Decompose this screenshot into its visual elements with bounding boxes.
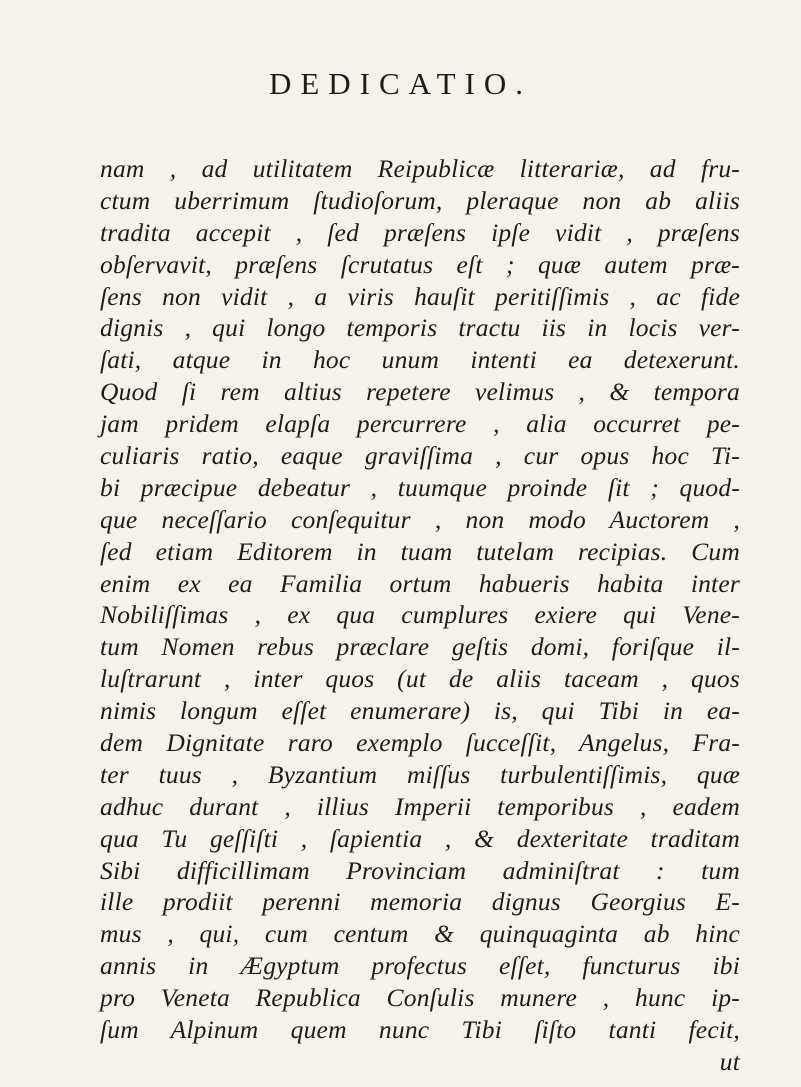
text-line: ctum uberrimum ſtudioſorum, pleraque non ab aliis [100, 185, 740, 215]
text-line: ſum Alpinum quem nunc Tibi ſiſto tanti fecit, [100, 1015, 740, 1045]
text-line: ter tuus , Byzantium miſſus turbulentiſſimis, quæ [100, 759, 740, 789]
text-line: luſtrarunt , inter quos (ut de aliis taceam , quos [100, 664, 740, 694]
text-line: tum Nomen rebus præclare geſtis domi, foriſque il- [100, 632, 740, 662]
text-line: ille prodiit perenni memoria dignus Georgius E- [100, 887, 740, 917]
text-line: obſervavit, præſens ſcrutatus eſt ; quæ autem præ- [100, 249, 740, 279]
text-line: ſati, atque in hoc unum intenti ea detexerunt. [100, 345, 740, 375]
text-line: Sibi difficillimam Provinciam adminiſtrat : tum [100, 855, 740, 885]
text-line: ſed etiam Editorem in tuam tutelam recipias. Cum [100, 536, 740, 566]
text-line: jam pridem elapſa percurrere , alia occurret pe- [100, 409, 740, 439]
catchword: ut [719, 1046, 740, 1076]
text-line: que neceſſario conſequitur , non modo Auctorem , [100, 504, 740, 534]
running-head: DEDICATIO. [268, 66, 533, 101]
text-line: dem Dignitate raro exemplo ſucceſſit, Angelus, Fra- [100, 728, 740, 758]
text-line: ſens non vidit , a viris hauſit peritiſſimis , ac fide [100, 281, 740, 311]
text-line: nam , ad utilitatem Reipublicæ litterariæ, ad fru- [100, 154, 740, 183]
text-line: annis in Ægyptum profectus eſſet, functurus ibi [100, 951, 740, 981]
text-line: nimis longum eſſet enumerare) is, qui Tibi in ea- [100, 696, 740, 726]
text-line: qua Tu geſſiſti , ſapientia , & dexteritate traditam [100, 823, 740, 853]
dedication-text-block [100, 153, 740, 1078]
text-line: culiaris ratio, eaque graviſſima , cur opus hoc Ti- [100, 441, 740, 471]
text-line: adhuc durant , illius Imperii temporibus , eadem [100, 791, 740, 821]
text-line: tradita accepit , ſed præſens ipſe vidit , præſens [100, 217, 740, 247]
text-line: mus , qui, cum centum & quinquaginta ab hinc [100, 919, 740, 949]
text-line: dignis , qui longo temporis tractu iis in locis ver- [100, 313, 740, 343]
text-line: Quod ſi rem altius repetere velimus , & tempora [100, 377, 740, 407]
text-line: Nobiliſſimas , ex qua cumplures exiere qui Vene- [100, 600, 740, 630]
text-line: enim ex ea Familia ortum habueris habita inter [100, 568, 740, 598]
text-line: bi præcipue debeatur , tuumque proinde ſit ; quod- [100, 472, 740, 502]
text-line: pro Veneta Republica Conſulis munere , hunc ip- [100, 983, 740, 1013]
